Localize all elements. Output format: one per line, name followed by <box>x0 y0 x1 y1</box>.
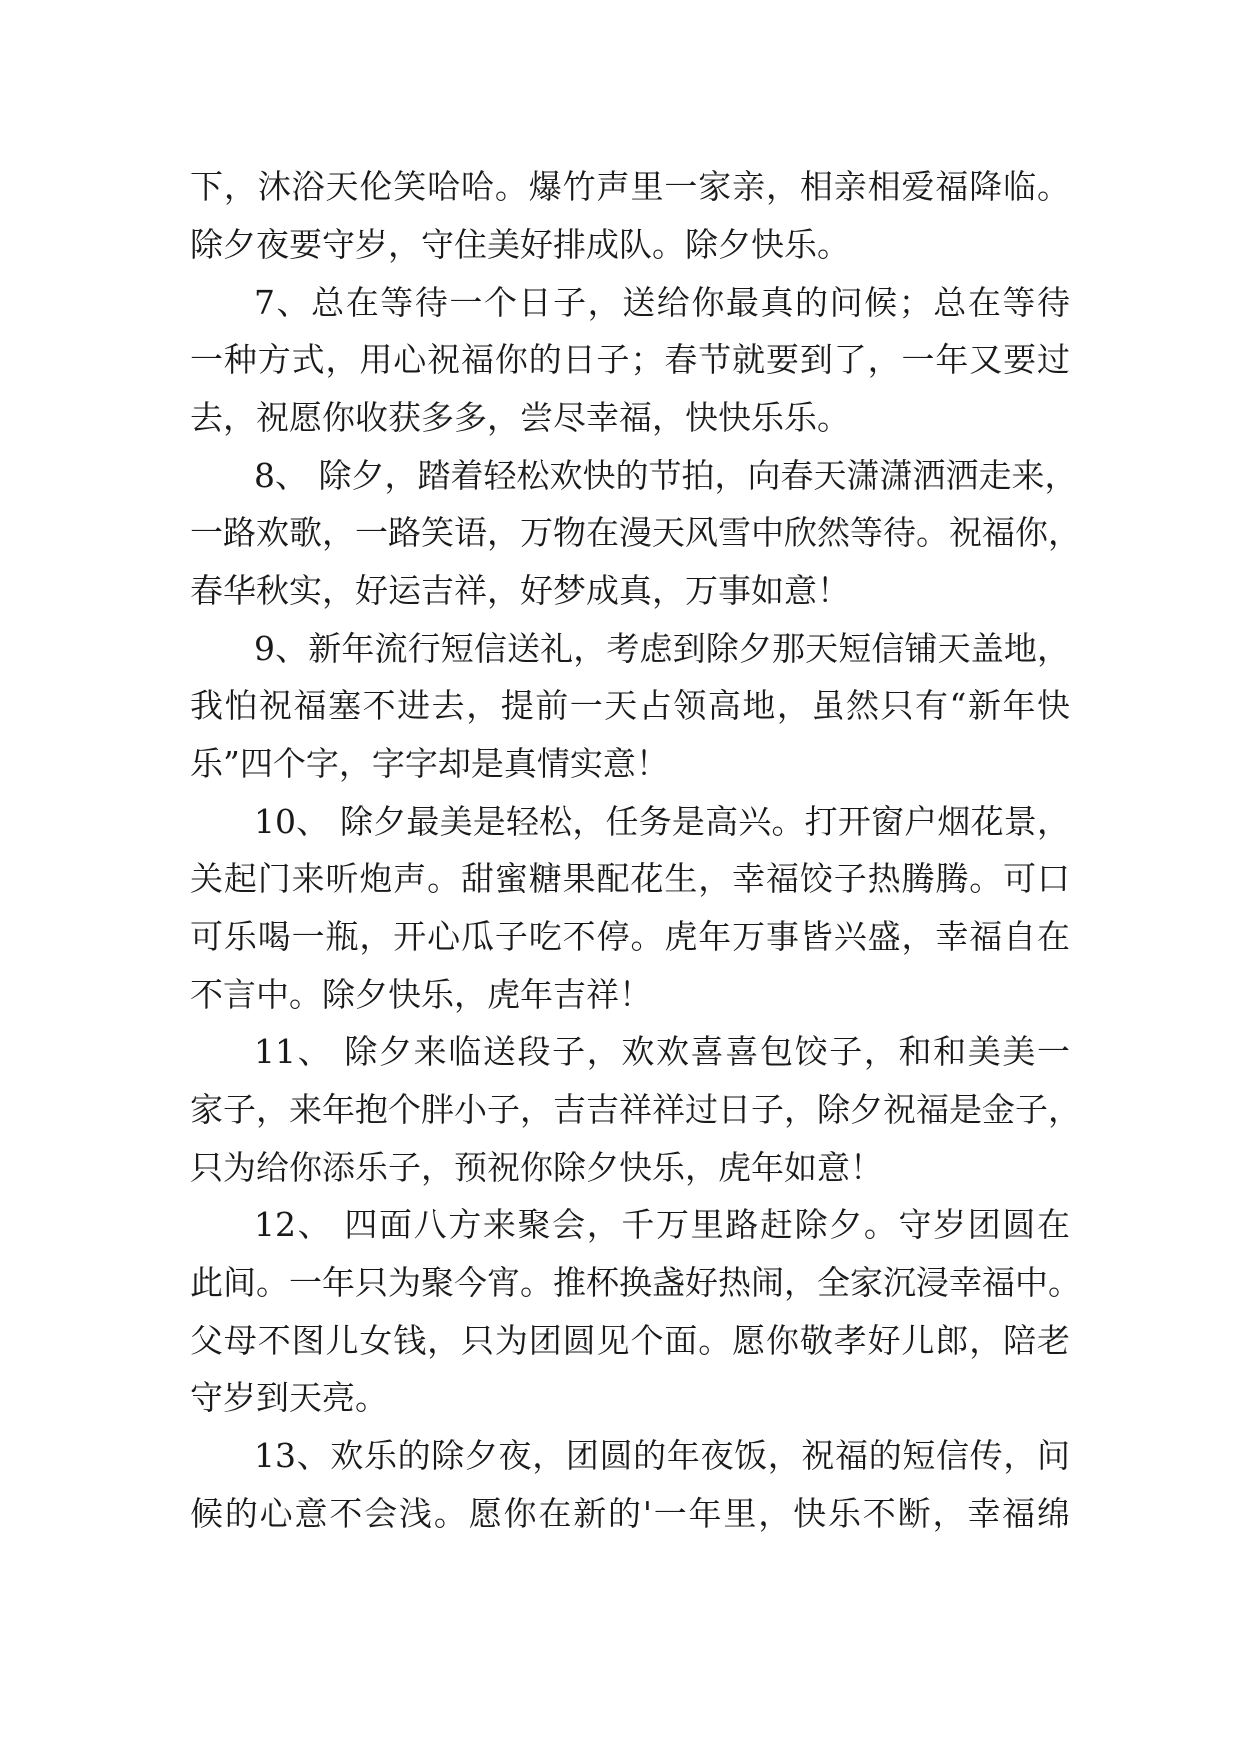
text-line: 守岁到天亮。 <box>190 1378 388 1417</box>
text-line: 除夕夜要守岁，守住美好排成队。除夕快乐。 <box>190 225 850 264</box>
text-line: 不言中。除夕快乐，虎年吉祥！ <box>190 975 652 1014</box>
text-line: 乐”四个字，字字却是真情实意！ <box>190 744 669 783</box>
text-line: 家子，来年抱个胖小子，吉吉祥祥过日子，除夕祝福是金子， <box>190 1090 1081 1129</box>
text-line: 11、 除夕来临送段子，欢欢喜喜包饺子，和和美美一 <box>254 1032 1070 1071</box>
text-line: 8、 除夕，踏着轻松欢快的节拍，向春天潇潇洒洒走来， <box>254 456 1078 495</box>
text-line: 7、总在等待一个日子，送给你最真的问候；总在等待 <box>254 283 1070 322</box>
text-line: 下，沐浴天伦笑哈哈。爆竹声里一家亲，相亲相爱福降临。 <box>190 167 1070 206</box>
text-line: 父母不图儿女钱，只为团圆见个面。愿你敬孝好儿郎，陪老 <box>190 1321 1070 1360</box>
text-line: 此间。一年只为聚今宵。推杯换盏好热闹，全家沉浸幸福中。 <box>190 1263 1081 1302</box>
text-line: 一路欢歌，一路笑语，万物在漫天风雪中欣然等待。祝福你， <box>190 513 1081 552</box>
text-line: 春华秋实，好运吉祥，好梦成真，万事如意！ <box>190 571 850 610</box>
text-line: 一种方式，用心祝福你的日子；春节就要到了，一年又要过 <box>190 340 1070 379</box>
text-line: 我怕祝福塞不进去，提前一天占领高地，虽然只有“新年快 <box>190 686 1070 725</box>
text-line: 关起门来听炮声。甜蜜糖果配花生，幸福饺子热腾腾。可口 <box>190 859 1070 898</box>
text-line: 13、欢乐的除夕夜，团圆的年夜饭，祝福的短信传，问 <box>254 1436 1070 1475</box>
text-line: 候的心意不会浅。愿你在新的'一年里，快乐不断，幸福绵 <box>190 1494 1070 1533</box>
text-line: 可乐喝一瓶，开心瓜子吃不停。虎年万事皆兴盛，幸福自在 <box>190 917 1070 956</box>
text-line: 12、 四面八方来聚会，千万里路赶除夕。守岁团圆在 <box>254 1205 1070 1244</box>
text-line: 去，祝愿你收获多多，尝尽幸福，快快乐乐。 <box>190 398 850 437</box>
text-line: 9、新年流行短信送礼，考虑到除夕那天短信铺天盖地， <box>254 629 1070 668</box>
text-line: 10、 除夕最美是轻松，任务是高兴。打开窗户烟花景， <box>254 802 1070 841</box>
text-line: 只为给你添乐子，预祝你除夕快乐，虎年如意！ <box>190 1148 883 1187</box>
